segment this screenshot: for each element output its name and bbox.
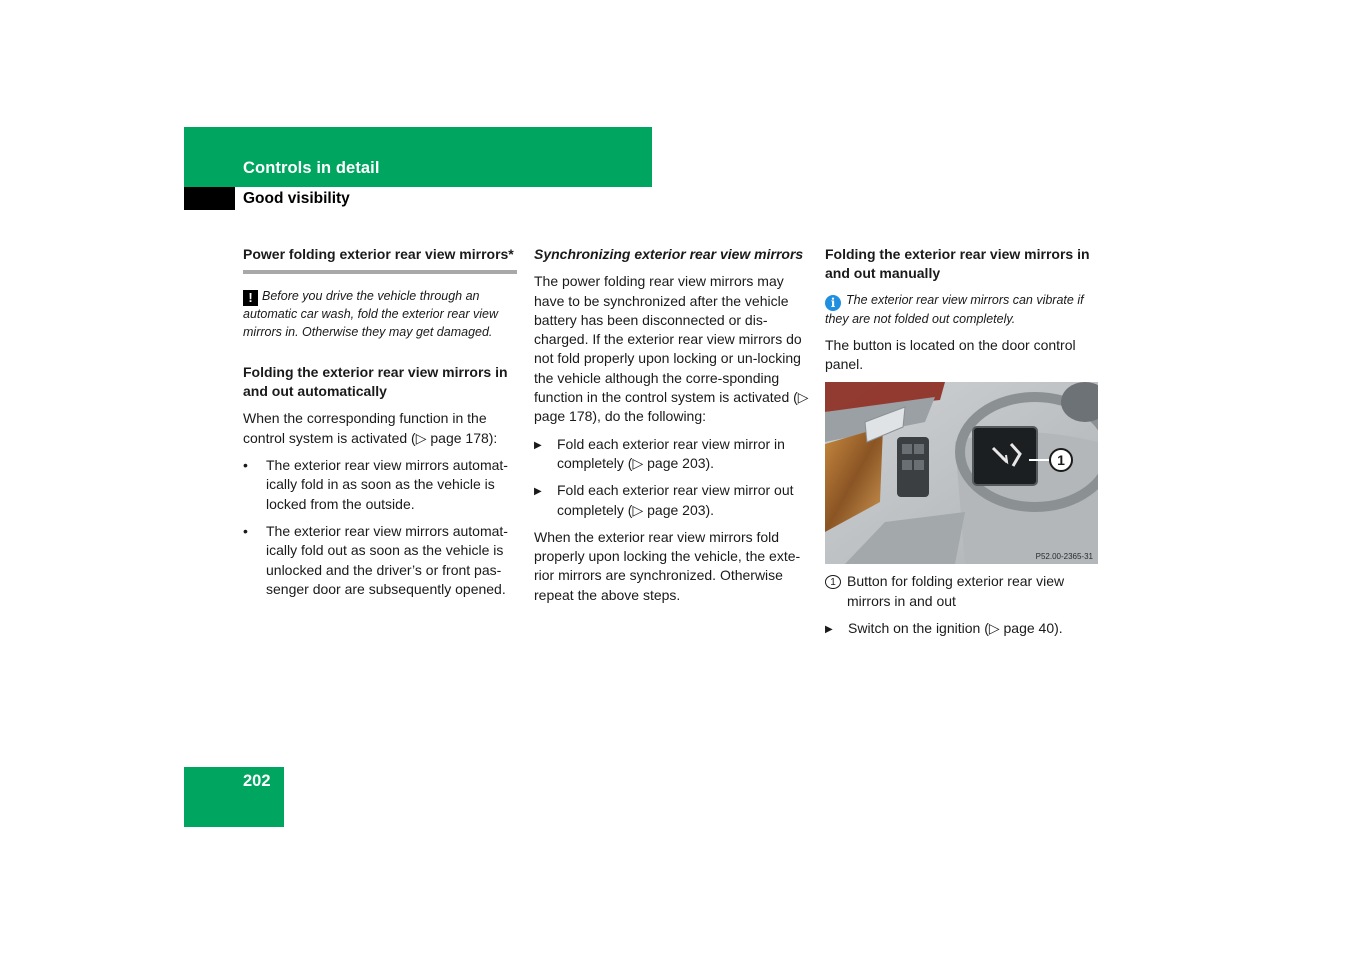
step-text: Fold each exterior rear view mirror out completely (▷ page 203). (557, 482, 794, 518)
subheading-automatic: Folding the exterior rear view mirrors in and out automatically (243, 363, 508, 400)
legend-item (825, 572, 1099, 611)
header-band (184, 127, 652, 187)
step-item (534, 481, 810, 520)
info-icon: i (825, 295, 841, 311)
door-panel-illustration (825, 382, 1098, 564)
section-heading: Synchronizing exterior rear view mirrors (534, 246, 804, 262)
warning-note (243, 288, 517, 341)
info-text: The exterior rear view mirrors can vibrate if they are not folded out completely. (825, 292, 1084, 326)
section-title: Controls in detail (243, 159, 380, 177)
legend-number-icon: 1 (825, 575, 841, 589)
column-left (243, 245, 517, 599)
page-number: 202 (243, 772, 271, 790)
warning-text: Before you drive the vehicle through an automatic car wash, fold the exterior rear view mirrors in. Otherwise they may get damaged. (243, 289, 498, 339)
step-item (825, 619, 1099, 639)
bullet-marker: • (243, 522, 248, 539)
intro-paragraph: When the corresponding function in the control system is activated (▷ page 178): (243, 410, 498, 446)
section-heading: Power folding exterior rear view mirrors* (243, 246, 514, 262)
door-panel-photo (825, 382, 1098, 564)
section-tab-marker (184, 187, 235, 210)
step-text: Fold each exterior rear view mirror in completely (▷ page 203). (557, 435, 785, 471)
list-item (243, 522, 517, 599)
intro-paragraph: The power folding rear view mirrors may have to be synchronized after the vehicle battery has been disconnected or dis-charged. If the exterior rear view mirrors do not fold properly upon locking or un-locking the vehicle although the corre-sponding function in the control system is activated (▷ page 178), do the following: (534, 273, 809, 425)
step-arrow-icon: ▶ (825, 624, 833, 636)
info-note (825, 292, 1099, 328)
step-text: Switch on the ignition (▷ page 40). (848, 620, 1063, 637)
step-arrow-icon: ▶ (534, 439, 542, 451)
outro-paragraph: When the exterior rear view mirrors fold properly upon locking the vehicle, the exte-rior mirrors are synchronized. Otherwise repeat the above steps. (534, 528, 801, 603)
bullet-text: The exterior rear view mirrors automat-ically fold out as soon as the vehicle is unlocked and the driver’s or front pas-senger door are subsequently opened. (266, 522, 508, 597)
column-middle (534, 245, 810, 605)
exclamation-icon: ! (243, 290, 258, 306)
step-arrow-icon: ▶ (534, 486, 542, 498)
column-right (825, 245, 1099, 639)
section-heading: Folding the exterior rear view mirrors in and out manually (825, 246, 1090, 282)
legend-text: Button for folding exterior rear view mirrors in and out (847, 573, 1065, 609)
subsection-title: Good visibility (243, 190, 350, 207)
callout-number: 1 (1057, 452, 1065, 469)
bullet-marker: • (243, 457, 248, 474)
bullet-text: The exterior rear view mirrors automat-ically fold in as soon as the vehicle is locked from the outside. (266, 457, 508, 512)
location-paragraph: The button is located on the door control panel. (825, 336, 1076, 373)
step-item (534, 435, 810, 474)
image-code: P52.00-2365-31 (1035, 552, 1093, 562)
list-item (243, 456, 517, 514)
